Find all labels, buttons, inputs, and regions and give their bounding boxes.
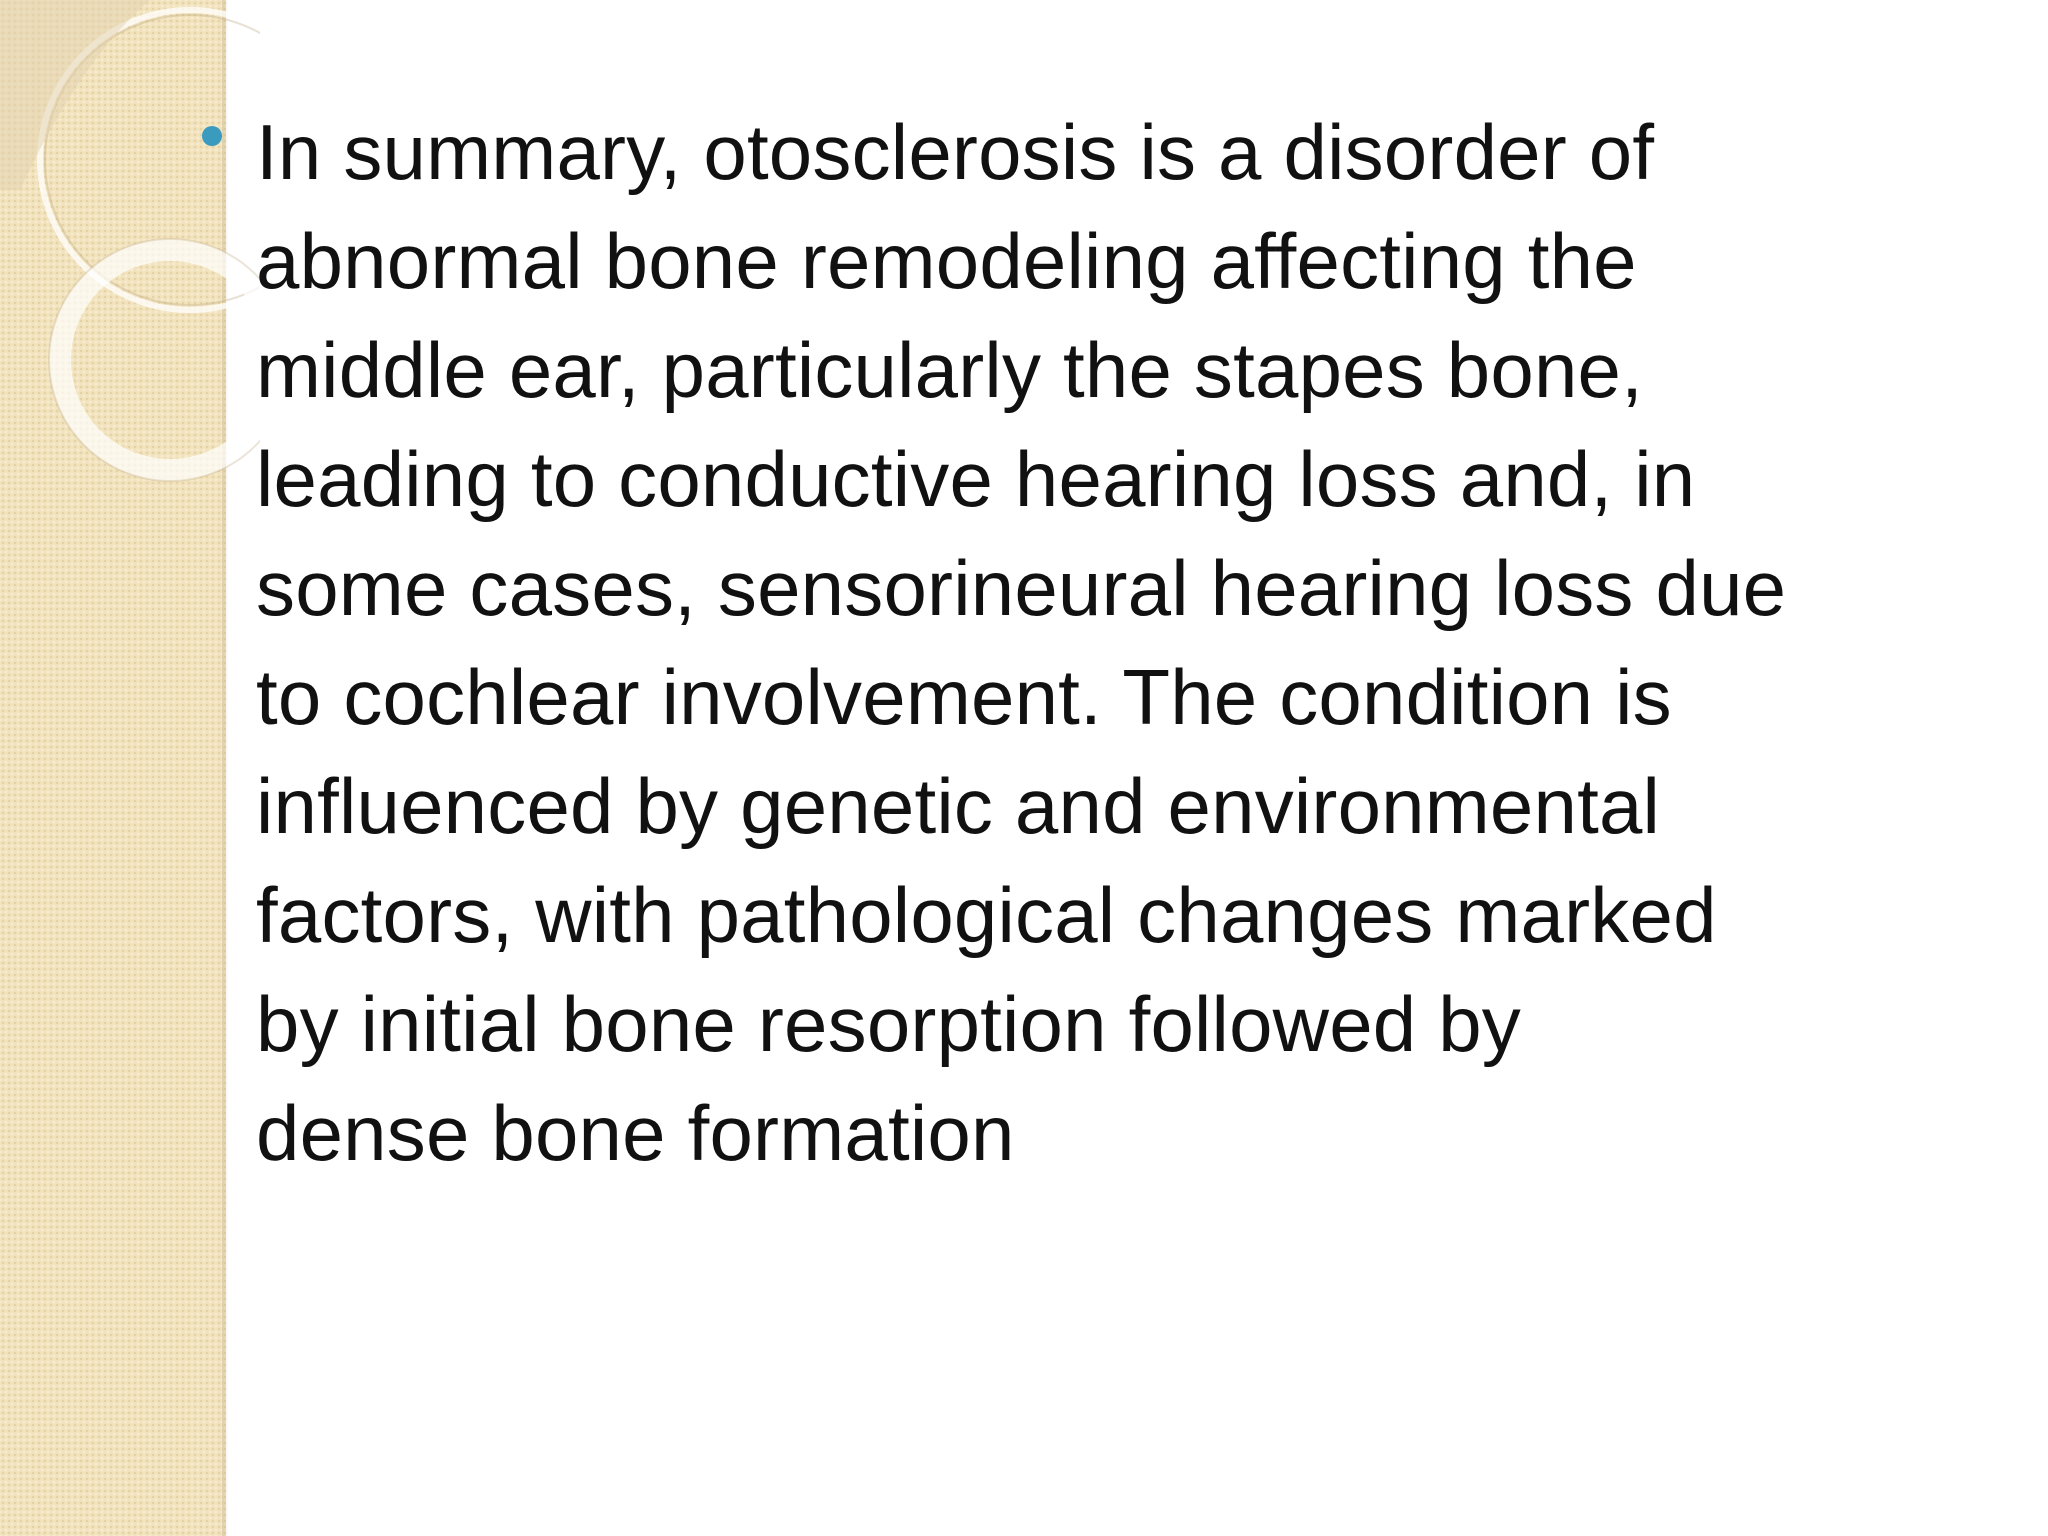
text-line: middle ear, particularly the stapes bone, (256, 326, 1643, 414)
text-line: In summary, otosclerosis is a disorder of (256, 108, 1655, 196)
text-line: factors, with pathological changes marked (256, 871, 1717, 959)
text-line: dense bone formation (256, 1089, 1015, 1177)
text-line: abnormal bone remodeling affecting the (256, 217, 1637, 305)
text-line: leading to conductive hearing loss and, in (256, 435, 1696, 523)
text-line: some cases, sensorineural hearing loss due (256, 544, 1787, 632)
bullet-dot-icon (202, 126, 222, 146)
decorative-rings (0, 0, 260, 520)
text-line: by initial bone resorption followed by (256, 980, 1522, 1068)
text-line: influenced by genetic and environmental (256, 762, 1661, 850)
text-line: to cochlear involvement. The condition is (256, 653, 1672, 741)
ring-small (60, 250, 260, 470)
summary-paragraph (256, 98, 1876, 1188)
